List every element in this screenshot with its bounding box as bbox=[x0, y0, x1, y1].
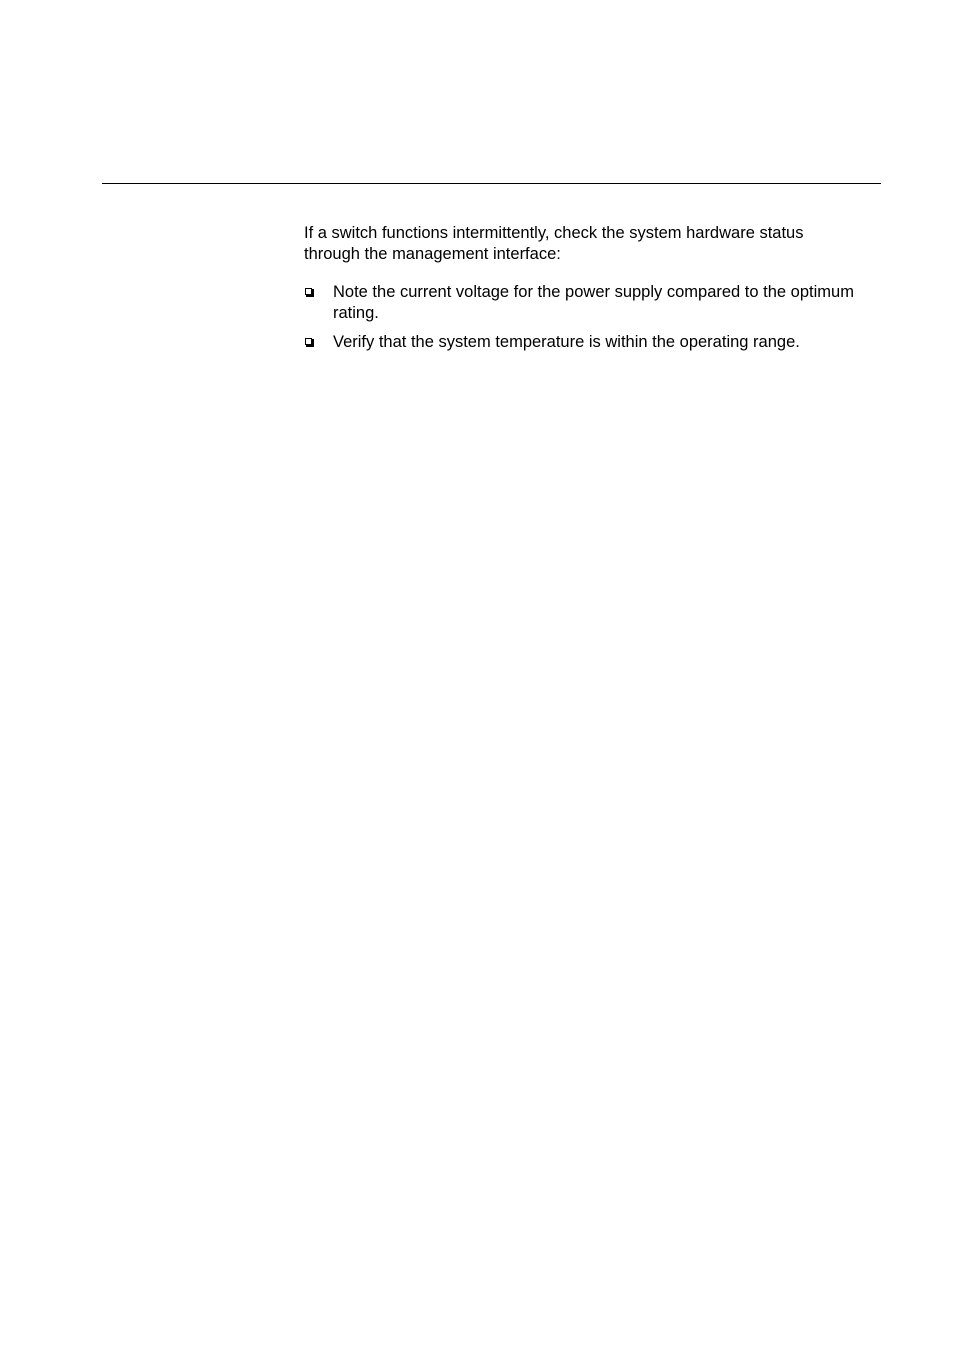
bullet-text: Note the current voltage for the power supply compared to the optimum rating. bbox=[333, 283, 854, 322]
intro-paragraph: If a switch functions intermittently, check the system hardware status through the management interface: bbox=[304, 224, 804, 263]
bullet-list bbox=[304, 282, 864, 353]
checkbox-square-icon bbox=[305, 288, 312, 295]
list-item bbox=[304, 282, 864, 324]
bullet-text: Verify that the system temperature is within the operating range. bbox=[333, 333, 800, 351]
checkbox-square-icon bbox=[305, 338, 312, 345]
header-rule bbox=[102, 183, 881, 184]
body-section bbox=[304, 223, 864, 361]
list-item bbox=[304, 332, 864, 353]
